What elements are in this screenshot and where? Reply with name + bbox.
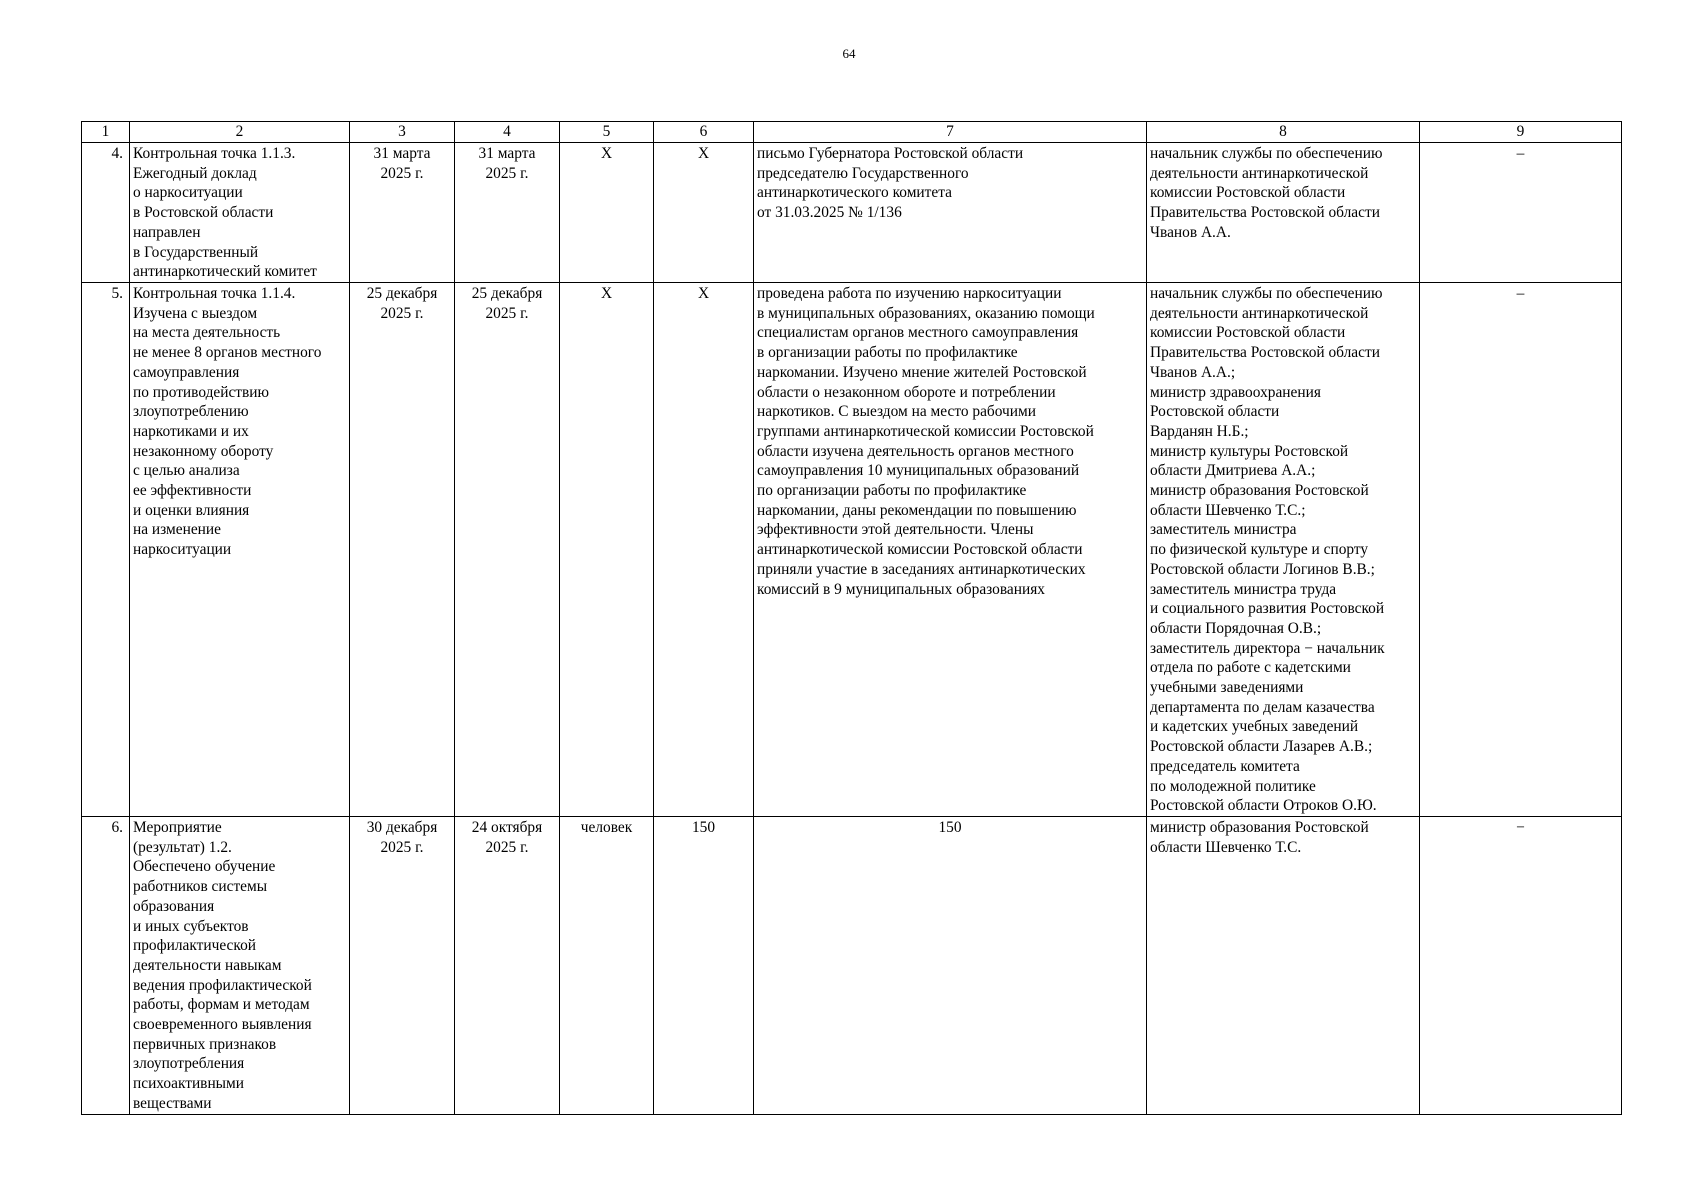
row-number: 5. bbox=[82, 283, 130, 817]
column-header-2: 2 bbox=[130, 122, 350, 143]
page-number: 64 bbox=[842, 46, 856, 61]
responsible-cell: начальник службы по обеспечению деятельности антинаркотической комиссии Ростовской области Правительства Ростовской области Чванов А.А.; министр здравоохранения Ростовской области Варданян Н.Б.; министр культуры Ростовской области Дмитриева А.А.; министр образования Ростовской области Шевченко Т.С.; заместитель министра по физической культуре и спорту Ростовской области Логинов В.В.; заместитель министра труда и социального развития Ростовской области Порядочная О.В.; заместитель директора − начальник отдела по работе с кадетскими учебными заведениями департамента по делам казачества и кадетских учебных заведений Ростовской области Лазарев А.В.; председатель комитета по молодежной политике Ростовской области Отроков О.Ю. bbox=[1147, 283, 1420, 817]
row-number: 4. bbox=[82, 143, 130, 283]
unit-cell: человек bbox=[560, 816, 654, 1114]
report-table bbox=[81, 121, 1622, 1115]
table-row bbox=[82, 283, 1622, 817]
planned-date-cell: 30 декабря 2025 г. bbox=[350, 816, 455, 1114]
row-number: 6. bbox=[82, 816, 130, 1114]
unit-cell: Х bbox=[560, 283, 654, 817]
actual-value-cell: 150 bbox=[754, 816, 1147, 1114]
note-cell: – bbox=[1420, 283, 1622, 817]
note-cell: − bbox=[1420, 816, 1622, 1114]
actual-date-cell: 24 октября 2025 г. bbox=[455, 816, 560, 1114]
planned-value-cell: Х bbox=[654, 143, 754, 283]
column-header-7: 7 bbox=[754, 122, 1147, 143]
column-header-6: 6 bbox=[654, 122, 754, 143]
unit-cell: Х bbox=[560, 143, 654, 283]
actual-date-cell: 31 марта 2025 г. bbox=[455, 143, 560, 283]
column-header-8: 8 bbox=[1147, 122, 1420, 143]
responsible-cell: начальник службы по обеспечению деятельности антинаркотической комиссии Ростовской области Правительства Ростовской области Чванов А.А. bbox=[1147, 143, 1420, 283]
planned-date-cell: 31 марта 2025 г. bbox=[350, 143, 455, 283]
planned-value-cell: 150 bbox=[654, 816, 754, 1114]
note-cell: – bbox=[1420, 143, 1622, 283]
planned-value-cell: Х bbox=[654, 283, 754, 817]
table-row bbox=[82, 816, 1622, 1114]
column-header-3: 3 bbox=[350, 122, 455, 143]
table-row bbox=[82, 143, 1622, 283]
item-name-cell: Контрольная точка 1.1.3. Ежегодный доклад о наркоситуации в Ростовской области направлен в Государственный антинаркотический комитет bbox=[130, 143, 350, 283]
result-description-cell: проведена работа по изучению наркоситуации в муниципальных образованиях, оказанию помощи специалистам органов местного самоуправления в организации работы по профилактике наркомании. Изучено мнение жителей Ростовской области о незаконном обороте и потреблении наркотиков. С выездом на место рабочими группами антинаркотической комиссии Ростовской области изучена деятельность органов местного самоуправления 10 муниципальных образований по организации работы по профилактике наркомании, даны рекомендации по повышению эффективности этой деятельности. Члены антинаркотической комиссии Ростовской области приняли участие в заседаниях антинаркотических комиссий в 9 муниципальных образованиях bbox=[754, 283, 1147, 817]
column-header-1: 1 bbox=[82, 122, 130, 143]
result-description-cell: письмо Губернатора Ростовской области председателю Государственного антинаркотического комитета от 31.03.2025 № 1/136 bbox=[754, 143, 1147, 283]
actual-date-cell: 25 декабря 2025 г. bbox=[455, 283, 560, 817]
column-header-4: 4 bbox=[455, 122, 560, 143]
column-header-9: 9 bbox=[1420, 122, 1622, 143]
header-row bbox=[82, 122, 1622, 143]
item-name-cell: Мероприятие (результат) 1.2. Обеспечено обучение работников системы образования и иных субъектов профилактической деятельности навыкам ведения профилактической работы, формам и методам своевременного выявления первичных признаков злоупотребления психоактивными веществами bbox=[130, 816, 350, 1114]
column-header-5: 5 bbox=[560, 122, 654, 143]
responsible-cell: министр образования Ростовской области Шевченко Т.С. bbox=[1147, 816, 1420, 1114]
planned-date-cell: 25 декабря 2025 г. bbox=[350, 283, 455, 817]
item-name-cell: Контрольная точка 1.1.4. Изучена с выездом на места деятельность не менее 8 органов местного самоуправления по противодействию злоупотреблению наркотиками и их незаконному обороту с целью анализа ее эффективности и оценки влияния на изменение наркоситуации bbox=[130, 283, 350, 817]
